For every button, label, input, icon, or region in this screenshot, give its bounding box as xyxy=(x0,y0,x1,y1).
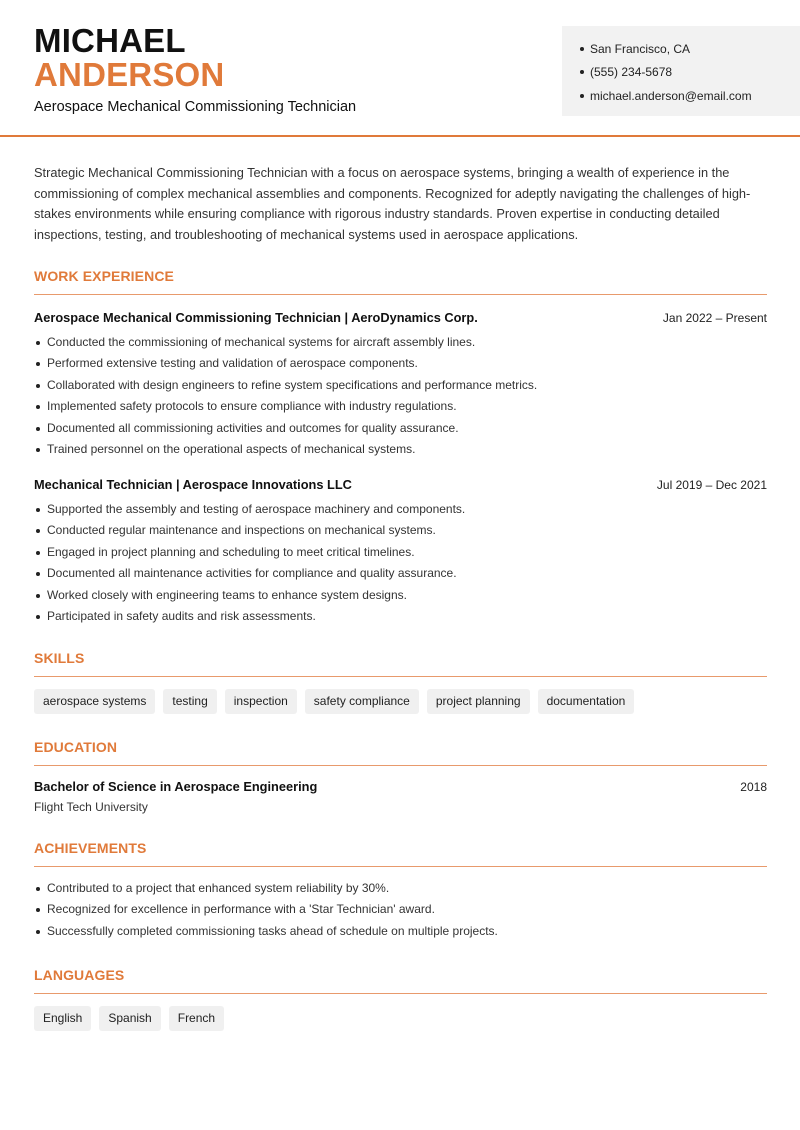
language-tags xyxy=(34,1006,224,1031)
first-name: MICHAEL xyxy=(34,22,186,59)
job-header xyxy=(34,310,767,325)
education-school: Flight Tech University xyxy=(34,800,148,814)
list-item: Documented all commissioning activities and outcomes for quality assurance. xyxy=(34,420,767,441)
section-title-education: EDUCATION xyxy=(34,739,118,755)
list-item: Trained personnel on the operational aspects of mechanical systems. xyxy=(34,441,767,462)
skill-tag: project planning xyxy=(427,689,530,714)
education-year: 2018 xyxy=(740,780,767,794)
bullet-icon xyxy=(580,70,584,74)
candidate-name xyxy=(34,24,224,92)
list-item: Contributed to a project that enhanced system reliability by 30%. xyxy=(34,880,767,901)
skill-tag: documentation xyxy=(538,689,635,714)
education-header xyxy=(34,779,767,794)
language-tag: English xyxy=(34,1006,91,1031)
list-item: Participated in safety audits and risk assessments. xyxy=(34,608,767,629)
section-divider xyxy=(34,866,767,867)
section-title-achievements: ACHIEVEMENTS xyxy=(34,840,147,856)
contact-box xyxy=(562,26,800,116)
achievement-bullets xyxy=(34,880,767,944)
section-title-languages: LANGUAGES xyxy=(34,967,125,983)
list-item: Worked closely with engineering teams to enhance system designs. xyxy=(34,587,767,608)
last-name: ANDERSON xyxy=(34,56,225,93)
section-divider xyxy=(34,676,767,677)
contact-email[interactable]: michael.anderson@email.com xyxy=(580,84,800,108)
section-divider xyxy=(34,993,767,994)
list-item: Implemented safety protocols to ensure compliance with industry regulations. xyxy=(34,398,767,419)
section-title-skills: SKILLS xyxy=(34,650,85,666)
contact-phone[interactable]: (555) 234-5678 xyxy=(580,61,800,85)
language-tag: Spanish xyxy=(99,1006,160,1031)
section-title-work: WORK EXPERIENCE xyxy=(34,268,174,284)
contact-location: San Francisco, CA xyxy=(580,37,800,61)
bullet-icon xyxy=(580,47,584,51)
job-bullets xyxy=(34,334,767,462)
job-bullets xyxy=(34,501,767,629)
list-item: Engaged in project planning and scheduling to meet critical timelines. xyxy=(34,544,767,565)
list-item: Conducted regular maintenance and inspections on mechanical systems. xyxy=(34,522,767,543)
job-title: Mechanical Technician | Aerospace Innovations LLC xyxy=(34,477,352,492)
list-item: Successfully completed commissioning tasks ahead of schedule on multiple projects. xyxy=(34,923,767,944)
skill-tag: inspection xyxy=(225,689,297,714)
job-dates: Jul 2019 – Dec 2021 xyxy=(656,478,767,492)
list-item: Collaborated with design engineers to refine system specifications and performance metrics. xyxy=(34,377,767,398)
education-degree: Bachelor of Science in Aerospace Engineering xyxy=(34,779,318,794)
job-title-headline: Aerospace Mechanical Commissioning Technician xyxy=(34,99,357,115)
skill-tag: aerospace systems xyxy=(34,689,155,714)
professional-summary: Strategic Mechanical Commissioning Technician with a focus on aerospace systems, bringing a wealth of experience in the commissioning of complex mechanical assemblies and components. Recognized for adeptly navigating the challenges of high-stakes environments while ensuring compliance with rigorous industry standards. Proven expertise in conducting detailed inspections, testing, and troubleshooting of mechanical systems used in aerospace applications. xyxy=(34,165,751,242)
list-item: Performed extensive testing and validation of aerospace components. xyxy=(34,355,767,376)
resume-header xyxy=(0,0,800,137)
skill-tag: testing xyxy=(163,689,216,714)
job-title: Aerospace Mechanical Commissioning Technician | AeroDynamics Corp. xyxy=(34,310,478,325)
list-item: Documented all maintenance activities for compliance and quality assurance. xyxy=(34,565,767,586)
skill-tag: safety compliance xyxy=(305,689,419,714)
list-item: Conducted the commissioning of mechanical systems for aircraft assembly lines. xyxy=(34,334,767,355)
skills-tags xyxy=(34,689,634,714)
language-tag: French xyxy=(169,1006,224,1031)
section-divider xyxy=(34,765,767,766)
bullet-icon xyxy=(580,94,584,98)
list-item: Supported the assembly and testing of aerospace machinery and components. xyxy=(34,501,767,522)
job-header xyxy=(34,477,767,492)
list-item: Recognized for excellence in performance with a 'Star Technician' award. xyxy=(34,901,767,922)
job-dates: Jan 2022 – Present xyxy=(662,311,767,325)
section-divider xyxy=(34,294,767,295)
